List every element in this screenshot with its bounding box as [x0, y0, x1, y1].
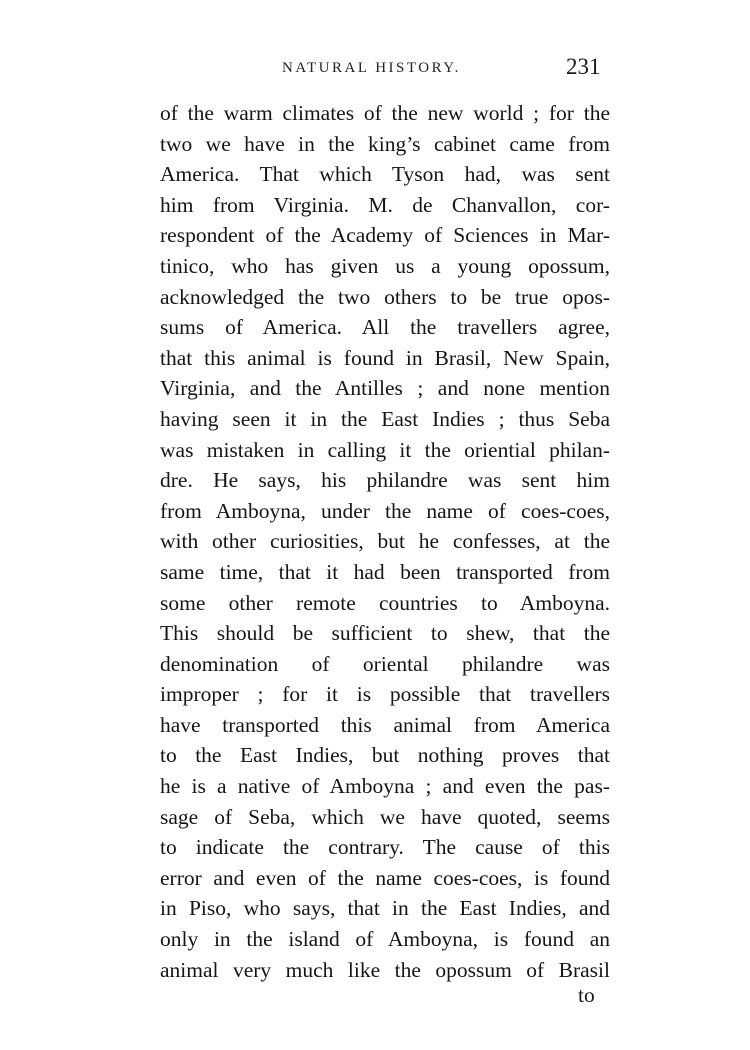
text-line: some other remote countries to Amboyna. — [160, 590, 610, 615]
text-line: that this animal is found in Brasil, New Spain, — [160, 345, 610, 370]
text-line: was mistaken in calling it the oriential philan- — [160, 437, 610, 462]
text-line: This should be sufficient to shew, that the — [160, 621, 610, 646]
text-line: having seen it in the East Indies ; thus Seba — [160, 406, 610, 431]
text-line: tinico, who has given us a young opossum, — [160, 253, 610, 278]
text-line: Virginia, and the Antilles ; and none mention — [160, 376, 610, 401]
text-line: with other curiosities, but he confesses, at the — [160, 529, 610, 554]
text-line: him from Virginia. M. de Chanvallon, cor- — [160, 192, 610, 217]
text-line: acknowledged the two others to be true opos- — [160, 284, 610, 309]
text-line: dre. He says, his philandre was sent him — [160, 468, 610, 493]
text-line: two we have in the king’s cabinet came from — [160, 131, 610, 156]
body-text — [160, 98, 610, 985]
running-title: NATURAL HISTORY. — [282, 60, 461, 76]
text-line: animal very much like the opossum of Brasil — [160, 957, 610, 982]
text-line: only in the island of Amboyna, is found an — [160, 927, 610, 952]
text-line: denomination of oriental philandre was — [160, 651, 610, 676]
text-line: sage of Seba, which we have quoted, seems — [160, 804, 610, 829]
text-line: he is a native of Amboyna ; and even the pas- — [160, 774, 610, 799]
text-line: respondent of the Academy of Sciences in Mar- — [160, 223, 610, 248]
text-line: America. That which Tyson had, was sent — [160, 162, 610, 187]
text-line: error and even of the name coes-coes, is found — [160, 865, 610, 890]
text-line: sums of America. All the travellers agree, — [160, 315, 610, 340]
text-line: have transported this animal from America — [160, 712, 610, 737]
text-line: to the East Indies, but nothing proves that — [160, 743, 610, 768]
text-line: of the warm climates of the new world ; for the — [160, 101, 610, 125]
text-line: to indicate the contrary. The cause of this — [160, 835, 610, 860]
text-line: in Piso, who says, that in the East Indies, and — [160, 896, 610, 921]
text-line: same time, that it had been transported from — [160, 559, 610, 584]
page-number: 231 — [566, 54, 601, 79]
catchword: to — [578, 983, 595, 1007]
text-line: improper ; for it is possible that travellers — [160, 682, 610, 707]
text-line: from Amboyna, under the name of coes-coes, — [160, 498, 610, 523]
